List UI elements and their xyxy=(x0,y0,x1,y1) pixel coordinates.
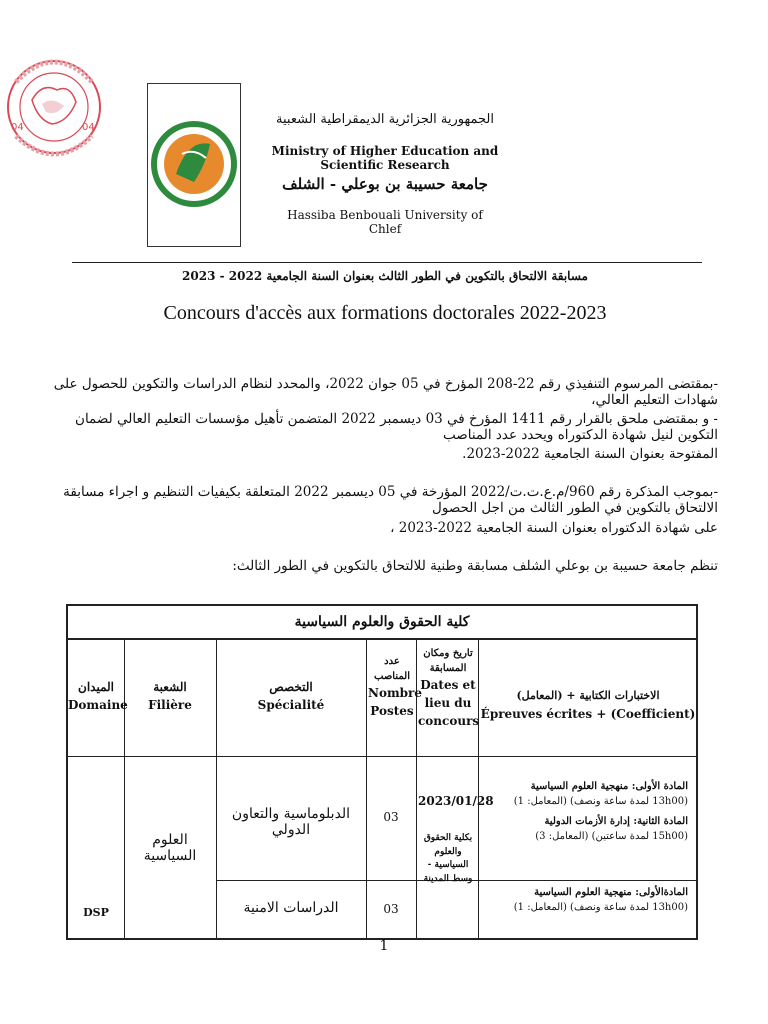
exam-list-diplomacy xyxy=(488,780,688,844)
header-divider xyxy=(72,262,702,263)
specialite-diplomacy: الدبلوماسية والتعاون الدولي xyxy=(231,806,351,838)
paragraph-memo-cont: على شهادة الدكتوراه بعنوان السنة الجامعية 2022-2023 ، xyxy=(390,520,718,536)
paragraph-annex-cont: المفتوحة بعنوان السنة الجامعية 2022-2023. xyxy=(462,446,718,462)
exam-title: المادة الأولى: منهجية العلوم السياسية xyxy=(530,781,688,792)
header-domaine: الميدان Domaine xyxy=(68,680,128,712)
exam-detail: (15h00 لمدة ساعتين) (المعامل: 3) xyxy=(535,830,688,842)
header-dates: تاريخ ومكان المسابقة Dates et lieu du concours xyxy=(418,648,480,728)
exam-title: المادة الثانية: إدارة الأزمات الدولية xyxy=(544,816,688,827)
header-specialite: التخصص Spécialité xyxy=(257,680,325,712)
stamp-number-left: 04 xyxy=(11,122,24,133)
ministry-name-en: Ministry of Higher Education and Scientific Research xyxy=(271,144,499,172)
exam-detail: (13h00 لمدة ساعة ونصف) (المعامل: 1) xyxy=(513,795,688,807)
header-epreuves: الاختبارات الكتابية + (المعامل) Épreuves écrites + (Coefficient) xyxy=(480,689,696,721)
document-title-fr: Concours d'accès aux formations doctorales 2022-2023 xyxy=(163,302,607,324)
republic-name-ar: الجمهورية الجزائرية الديمقراطية الشعبية xyxy=(276,112,494,127)
exam-title: المادةالأولى: منهجية العلوم السياسية xyxy=(534,887,688,898)
paragraph-decree: -بمقتضى المرسوم التنفيذي رقم 22-208 المؤرخ في 05 جوان 2022، والمحدد لنظام الدراسات والتكوين للحصول على شهادات التعليم العالي، xyxy=(53,376,718,409)
postes-diplomacy: 03 xyxy=(383,810,399,824)
postes-security: 03 xyxy=(383,902,399,916)
page-number: 1 xyxy=(379,938,389,954)
exam-detail: (13h00 لمدة ساعة ونصف) (المعامل: 1) xyxy=(513,901,688,913)
competition-location: بكلية الحقوق والعلوم السياسية - وسط المدينة xyxy=(423,833,473,884)
faculty-title: كلية الحقوق والعلوم السياسية xyxy=(68,606,696,640)
paragraph-announcement: تنظم جامعة حسيبة بن بوعلي الشلف مسابقة وطنية للالتحاق بالتكوين في الطور الثالث: xyxy=(232,558,718,574)
university-name-en: Hassiba Benbouali University of Chlef xyxy=(287,208,483,236)
university-name-ar: جامعة حسيبة بن بوعلي - الشلف xyxy=(282,175,488,193)
paragraph-annex: - و بمقتضى ملحق بالقرار رقم 1411 المؤرخ في 03 ديسمبر 2022 المتضمن تأهيل مؤسسات التعليم العالي لضمان التكوين لنيل شهادة الدكتوراه ويحدد عدد المناصب xyxy=(75,411,718,444)
domaine-value: DSP xyxy=(83,906,109,919)
exam-list-security xyxy=(488,886,688,915)
filiere-value: العلوم السياسية xyxy=(143,832,197,864)
document-title-ar: مسابقة الالتحاق بالتكوين في الطور الثالث بعنوان السنة الجامعية 2022 - 2023 xyxy=(182,269,588,283)
competition-date: 2023/01/28 xyxy=(418,794,494,808)
paragraph-memo: -بموجب المذكرة رقم 960/م.ع.ت.ت/2022 المؤرخة في 05 ديسمبر 2022 المتعلقة بكيفيات التنظيم و اجراء مسابقة الالتحاق بالتكوين في الطور الثالث من اجل الحصول xyxy=(63,484,718,517)
university-logo xyxy=(147,83,241,247)
header-postes: عدد المناصب Nombre Postes xyxy=(368,656,423,718)
header-filiere: الشعبة Filière xyxy=(148,680,192,712)
stamp-number-right: 04 xyxy=(82,122,95,133)
competition-table xyxy=(66,604,698,940)
university-stamp xyxy=(2,12,106,202)
specialite-security: الدراسات الامنية xyxy=(243,900,339,916)
